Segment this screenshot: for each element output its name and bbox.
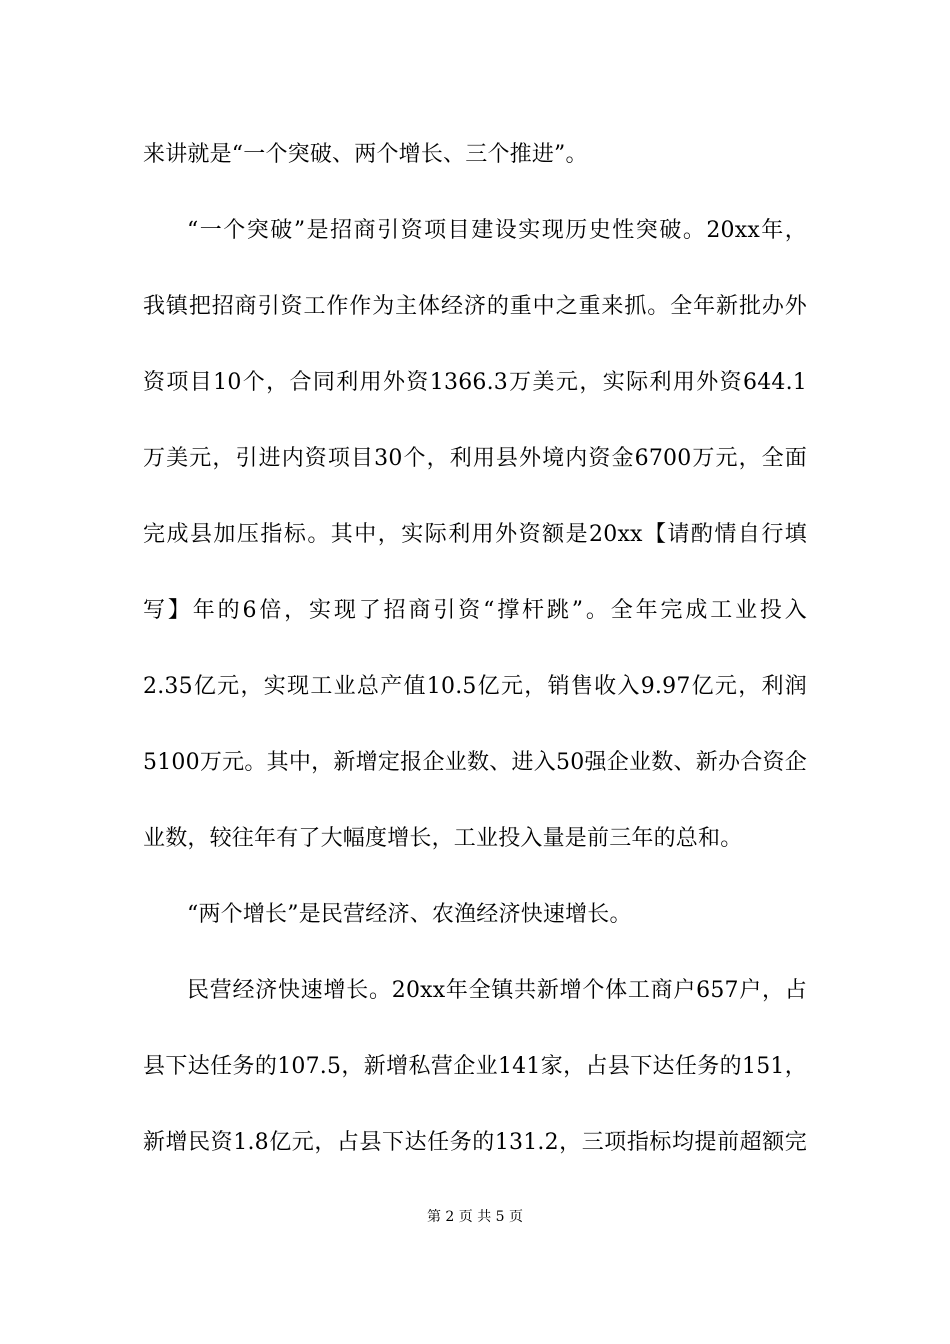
page-number-footer: 第 2 页 共 5 页	[426, 1209, 524, 1225]
paragraph-line-13: 县下达任务的107.5，新增私营企业141家，占县下达任务的151，	[143, 1054, 807, 1079]
paragraph-line-9: 5100万元。其中，新增定报企业数、进入50强企业数、新办合资企	[143, 750, 807, 775]
paragraph-line-14: 新增民资1.8亿元，占县下达任务的131.2，三项指标均提前超额完	[143, 1130, 807, 1155]
paragraph-line-11: “两个增长”是民营经济、农渔经济快速增长。	[187, 902, 632, 927]
paragraph-line-1: 来讲就是“一个突破、两个增长、三个推进”。	[143, 142, 588, 167]
paragraph-line-6: 完成县加压指标。其中，实际利用外资额是20xx【请酌情自行填	[143, 522, 807, 547]
paragraph-line-2: “一个突破”是招商引资项目建设实现历史性突破。20xx年，	[187, 218, 807, 243]
paragraph-line-7: 写】年的6倍，实现了招商引资“撑杆跳”。全年完成工业投入	[143, 598, 807, 623]
paragraph-line-3: 我镇把招商引资工作作为主体经济的重中之重来抓。全年新批办外	[143, 294, 807, 319]
paragraph-line-8: 2.35亿元，实现工业总产值10.5亿元，销售收入9.97亿元，利润	[143, 674, 807, 699]
paragraph-line-4: 资项目10个，合同利用外资1366.3万美元，实际利用外资644.1	[143, 370, 807, 395]
paragraph-line-12: 民营经济快速增长。20xx年全镇共新增个体工商户657户，占	[187, 978, 807, 1003]
paragraph-line-5: 万美元，引进内资项目30个，利用县外境内资金6700万元，全面	[143, 446, 807, 471]
paragraph-line-10: 业数，较往年有了大幅度增长，工业投入量是前三年的总和。	[143, 826, 743, 851]
